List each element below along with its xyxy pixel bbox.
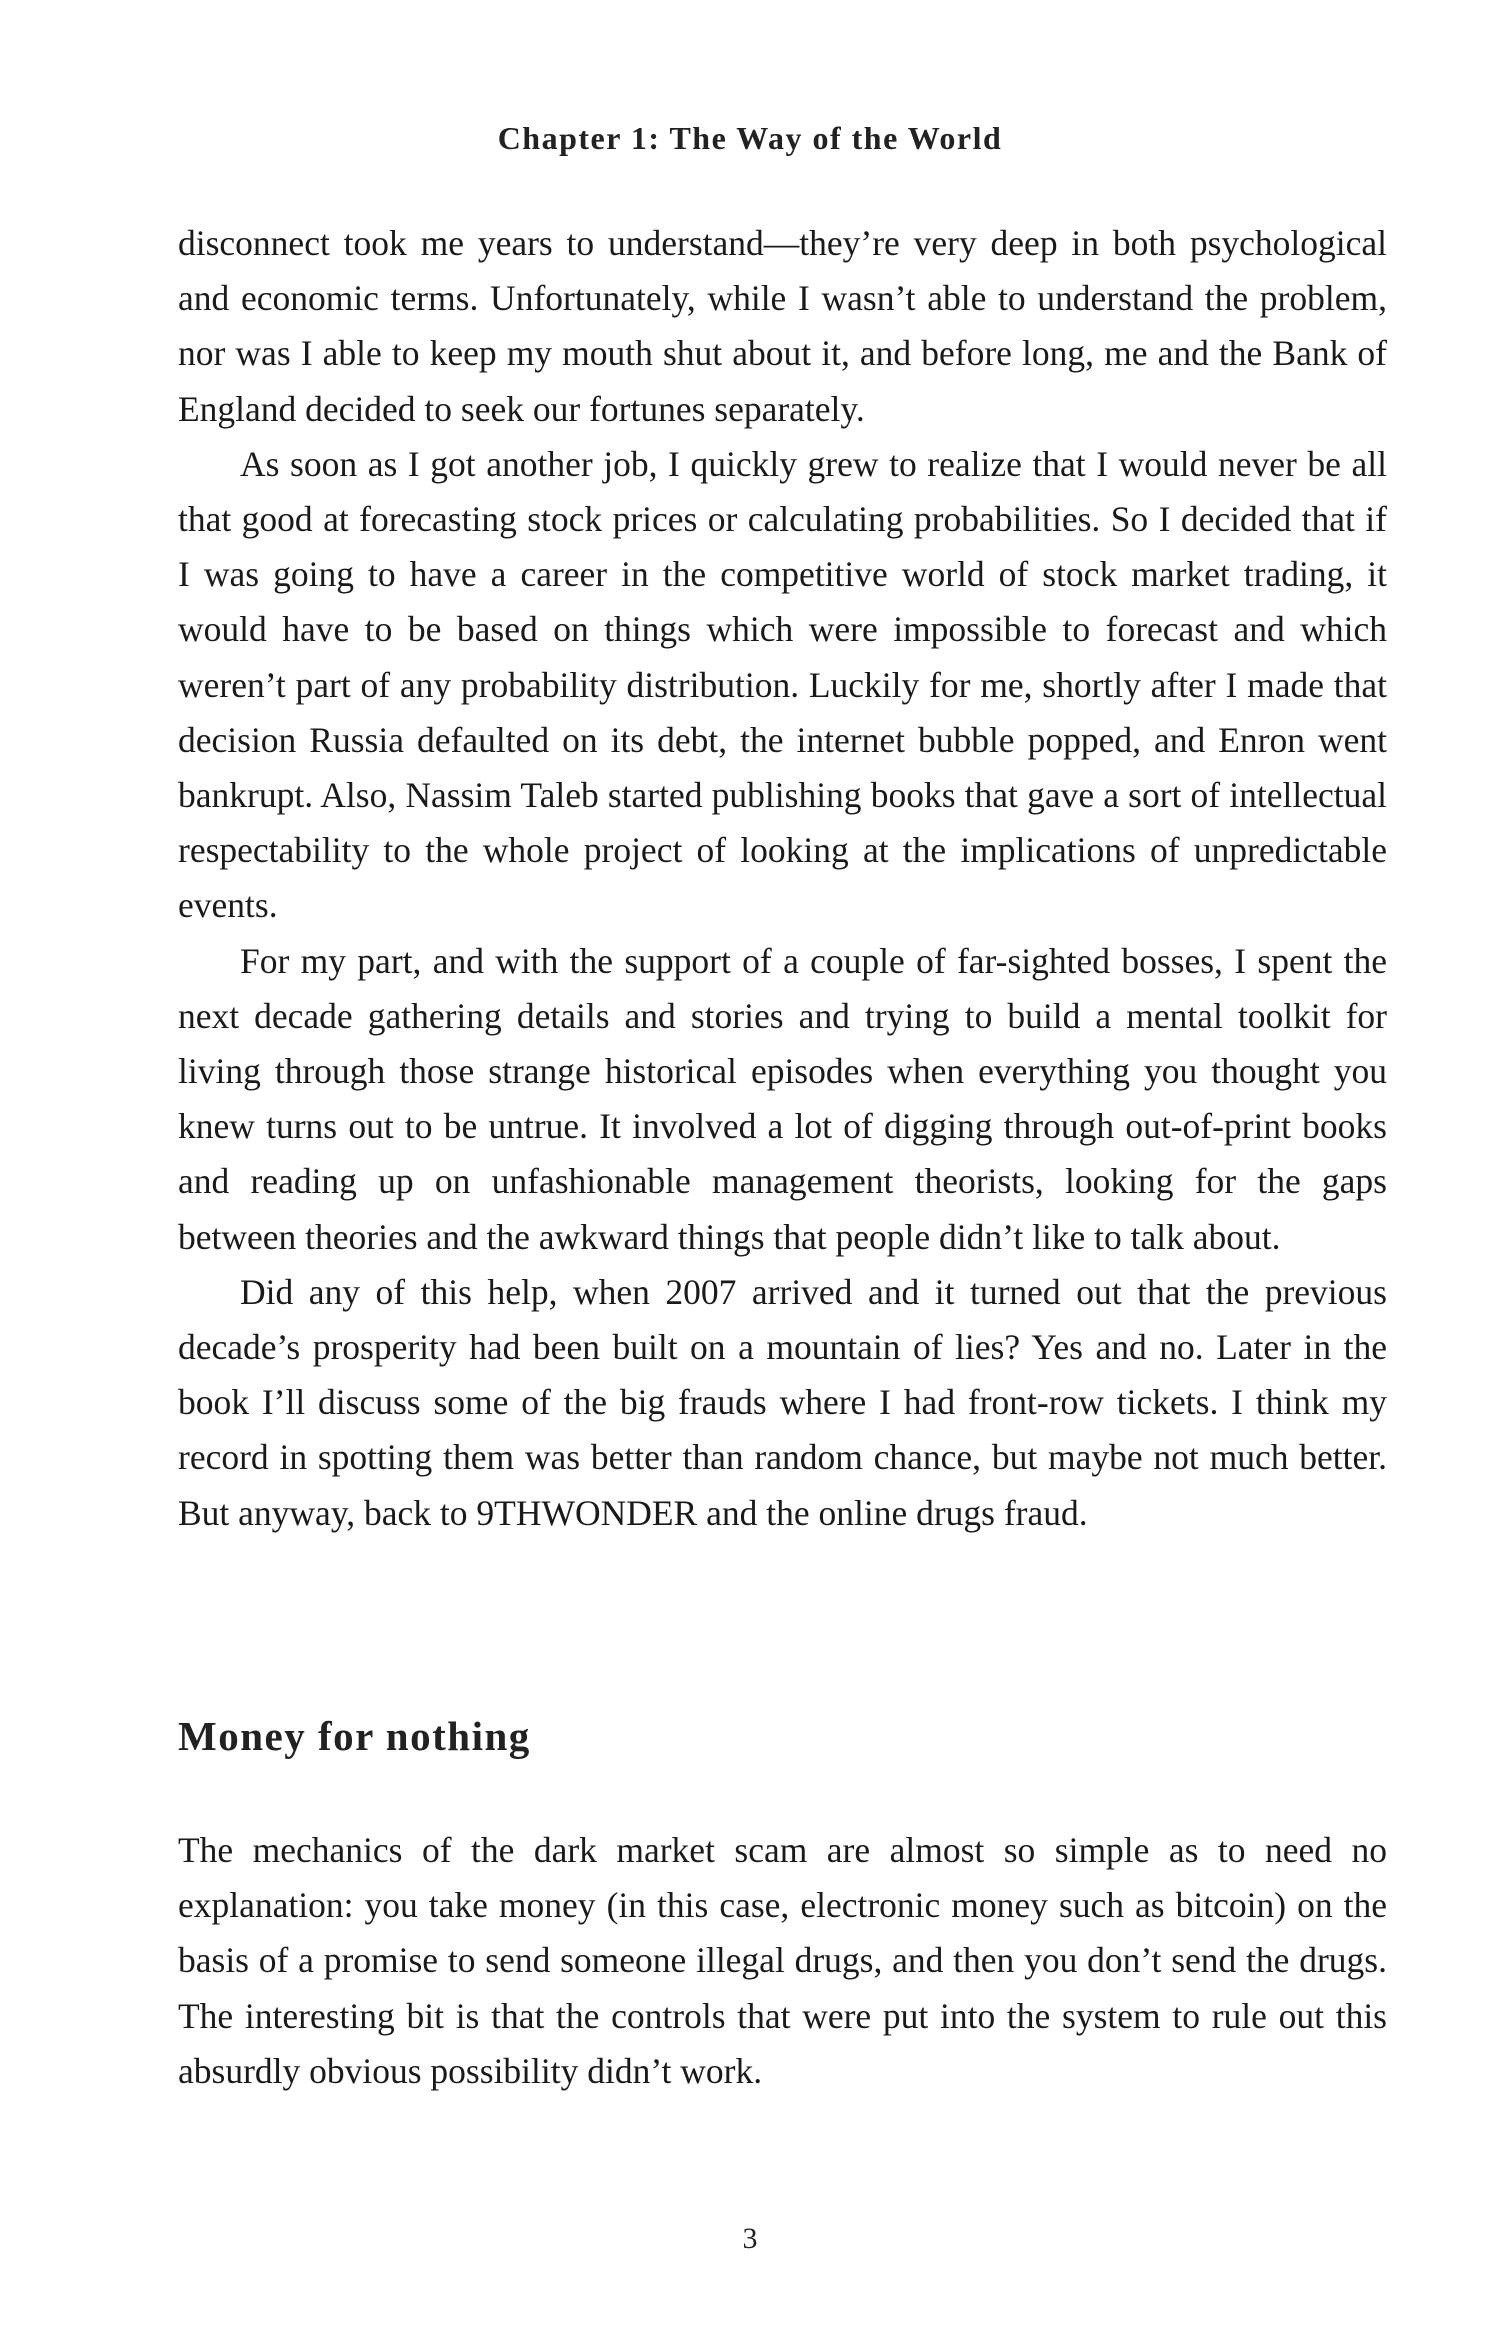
running-head: Chapter 1: The Way of the World: [497, 120, 1003, 156]
paragraph: As soon as I got another job, I quickly grew to realize that I would never be all that good at forecasting stock prices or calculating probabilities. So I decided that if I was going to have a career in the competitive world of stock market trading, it would have to be based on things which were impossible to forecast and which weren’t part of any probability distribution. Luckily for me, shortly after I made that decision Russia defaulted on its debt, the internet bubble popped, and Enron went bankrupt. Also, Nassim Taleb started publishing books that gave a sort of intellectual respectability to the whole project of looking at the implications of unpredictable events.: [178, 443, 1387, 926]
section-text: [178, 1823, 1387, 2099]
section-paragraph: The mechanics of the dark market scam are almost so simple as to need no explanation: you take money (in this case, electronic money such as bitcoin) on the basis of a promise to send someone illegal drugs, and then you don’t send the drugs. The interesting bit is that the controls that were put into the system to rule out this absurdly obvious possibility didn’t work.: [178, 1830, 1387, 2091]
paragraph: Did any of this help, when 2007 arrived and it turned out that the previous decade’s prosperity had been built on a mountain of lies? Yes and no. Later in the book I’ll discuss some of the big frauds where I had front-row tickets. I think my record in spotting them was better than random chance, but maybe not much better. But anyway, back to 9THWONDER and the online drugs fraud.: [178, 1271, 1387, 1533]
section-heading: Money for nothing: [178, 1713, 531, 1759]
body-text: [178, 216, 1387, 1541]
page-number: 3: [742, 2222, 758, 2255]
paragraph: For my part, and with the support of a couple of far-sighted bosses, I spent the next decade gathering details and stories and trying to build a mental toolkit for living through those strange historical episodes when everything you thought you knew turns out to be untrue. It involved a lot of digging through out-of-print books and reading up on unfashionable management theorists, looking for the gaps between theories and the awkward things that people didn’t like to talk about.: [178, 940, 1387, 1257]
paragraph-continued: disconnect took me years to understand—they’re very deep in both psychological and economic terms. Unfortunately, while I wasn’t able to understand the problem, nor was I able to keep my mouth shut about it, and before long, me and the Bank of England decided to seek our fortunes separately.: [178, 223, 1387, 429]
